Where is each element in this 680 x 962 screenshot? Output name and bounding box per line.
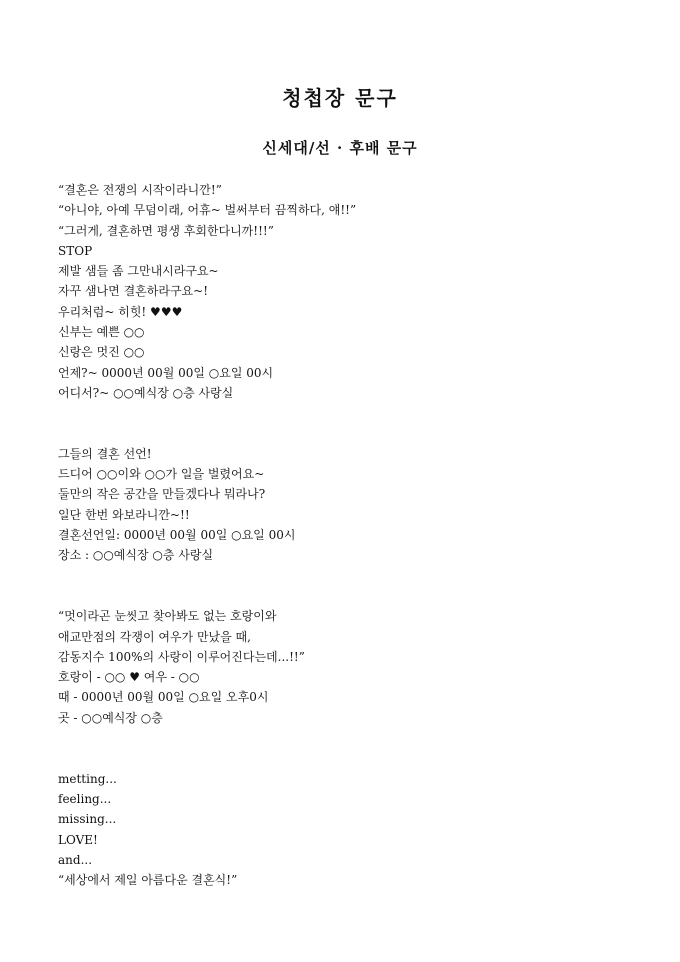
text-line: 언제?~ 0000년 00월 00일 ○요일 00시 <box>58 365 274 380</box>
text-line: 신부는 예쁜 ○○ <box>58 325 145 340</box>
text-section <box>58 606 618 728</box>
text-line: 감동지수 100%의 사랑이 이루어진다는데...!!” <box>58 649 305 664</box>
text-line: 애교만점의 각쟁이 여우가 만났을 때, <box>58 629 251 644</box>
text-line: LOVE! <box>58 832 98 847</box>
document-subtitle: 신세대/선 · 후배 문구 <box>262 139 418 157</box>
text-line: 드디어 ○○이와 ○○가 일을 벌렸어요~ <box>58 467 265 482</box>
text-line: 신랑은 멋진 ○○ <box>58 345 145 360</box>
section-gap <box>58 403 618 444</box>
text-line: “결혼은 전쟁의 시작이라니깐!” <box>58 183 222 197</box>
text-line: 우리처럼~ 히힛! ♥♥♥ <box>58 304 183 319</box>
text-line: 장소 : ○○예식장 ○층 사랑실 <box>58 548 214 563</box>
section-gap <box>58 728 618 769</box>
text-line: 일단 한번 와보라니깐~!! <box>58 507 190 522</box>
text-line: “세상에서 제일 아름다운 결혼식!” <box>58 873 238 888</box>
text-line: 둘만의 작은 공간을 만들겠다나 뭐라나? <box>58 487 266 502</box>
text-line: and... <box>58 852 93 867</box>
text-line: “아니야, 아예 무덤이래, 어휴~ 벌써부터 끔찍하다, 얘!!” <box>58 203 357 218</box>
text-line: “그러게, 결혼하면 평생 후회한다니까!!!” <box>58 223 274 238</box>
text-line: 때 - 0000년 00월 00일 ○요일 오후0시 <box>58 690 269 705</box>
document-body <box>58 180 618 890</box>
text-section <box>58 180 618 403</box>
text-line: “멋이라곤 눈씻고 찾아봐도 없는 호랑이와 <box>58 609 277 624</box>
text-line: 결혼선언일: 0000년 00월 00일 ○요일 00시 <box>58 528 296 543</box>
text-line: 그들의 결혼 선언! <box>58 446 152 461</box>
text-line: missing... <box>58 812 117 827</box>
text-line: 제발 샘들 좀 그만내시라구요~ <box>58 264 219 279</box>
text-line: 호랑이 - ○○ ♥ 여우 - ○○ <box>58 670 200 685</box>
document-title: 청첩장 문구 <box>282 86 398 110</box>
text-line: 곳 - ○○예식장 ○층 <box>58 710 163 725</box>
section-gap <box>58 566 618 607</box>
text-line: 어디서?~ ○○예식장 ○층 사랑실 <box>58 385 234 400</box>
text-line: STOP <box>58 243 93 258</box>
text-section <box>58 444 618 566</box>
text-section <box>58 769 618 891</box>
text-line: feeling... <box>58 791 112 806</box>
text-line: metting... <box>58 771 117 786</box>
text-line: 자꾸 샘나면 결혼하라구요~! <box>58 284 209 299</box>
